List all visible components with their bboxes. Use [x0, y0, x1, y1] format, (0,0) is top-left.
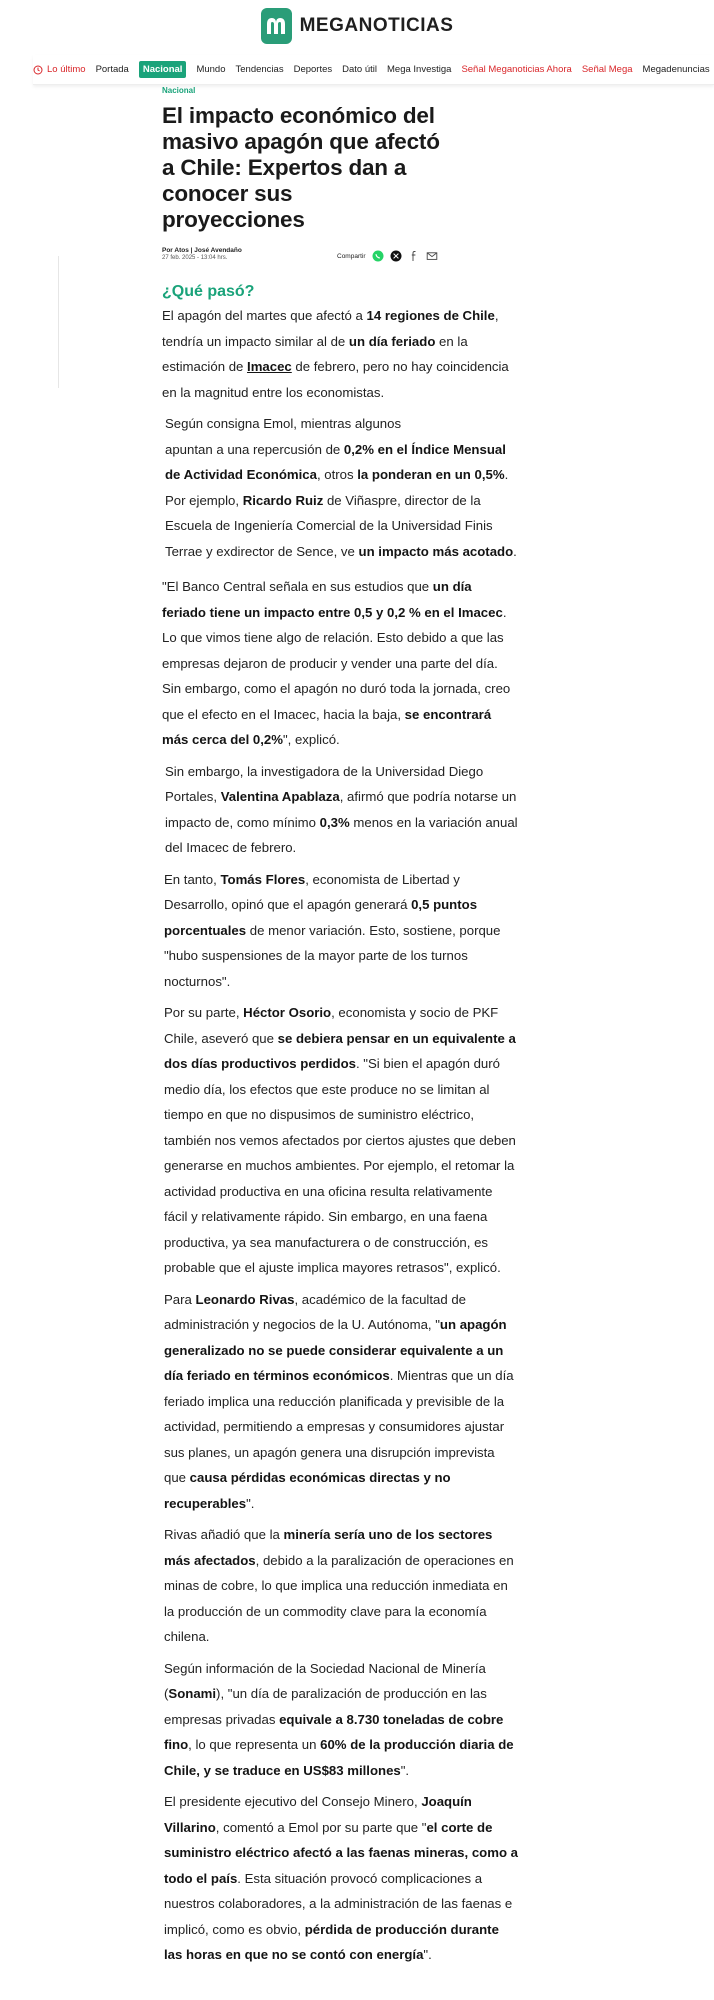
side-divider: [58, 256, 59, 388]
paragraph: Rivas añadió que la minería sería uno de los sectores más afectados, debido a la paralización de operaciones en minas de cobre, lo que implica una reducción inmediata en la producción de un commodity clave para la economía chilena.: [164, 1527, 514, 1644]
publish-date: 27 feb. 2025 - 13:04 hrs.: [162, 255, 228, 261]
nav-item-senal-meganoticias-ahora[interactable]: Señal Meganoticias Ahora: [461, 64, 572, 75]
imacec-link[interactable]: Imacec: [247, 359, 292, 374]
paragraph: El presidente ejecutivo del Consejo Minero, Joaquín Villarino, comentó a Emol por su parte que "el corte de suministro eléctrico afectó a las faenas mineras, como a todo el país. Esta situación provocó complicaciones a nuestros colaboradores, a la administración de las faenas e implicó, como es obvio, pérdida de producción durante las horas en que no se contó con energía".: [164, 1794, 519, 1962]
article-meta: [150, 247, 518, 271]
article: [150, 86, 518, 1968]
email-share-icon[interactable]: [426, 250, 438, 262]
whatsapp-share-icon[interactable]: [372, 250, 384, 262]
facebook-share-icon[interactable]: [408, 250, 420, 262]
main-nav: [33, 55, 714, 85]
nav-item-portada[interactable]: Portada: [95, 64, 129, 75]
share-label: Compartir: [337, 252, 366, 260]
x-share-icon[interactable]: [390, 250, 402, 262]
nav-item-nacional[interactable]: Nacional: [139, 61, 187, 78]
nav-item-mega-investiga[interactable]: Mega Investiga: [387, 64, 452, 75]
share-bar: [337, 250, 438, 262]
nav-item-deportes[interactable]: Deportes: [293, 64, 333, 75]
paragraph: En tanto, Tomás Flores, economista de Libertad y Desarrollo, opinó que el apagón generará 0,5 puntos porcentuales de menor variación. Esto, sostiene, porque "hubo suspensiones de la mayor parte de los turnos nocturnos".: [164, 871, 501, 989]
article-category[interactable]: Nacional: [162, 86, 196, 95]
nav-item-dato-util[interactable]: Dato útil: [342, 64, 377, 75]
paragraph: Por su parte, Héctor Osorio, economista y socio de PKF Chile, aseveró que se debiera pensar en un equivalente a dos días productivos perdidos. "Si bien el apagón duró medio día, los efectos que este produce no se limitan al tiempo en que no dispusimos de suministro eléctrico, también nos vemos afectados por ciertos ajustes que deben generarse en muchos ambientes. Por ejemplo, el retomar la actividad productiva en una oficina resulta relativamente fácil y relativamente rápido. Sin embargo, en una faena productiva, ya sea manufacturera o de construcción, es probable que el ajuste implica mayores retrasos", explicó.: [164, 1005, 516, 1275]
byline: Por Atos | José Avendaño: [162, 247, 242, 254]
nav-item-tendencias[interactable]: Tendencias: [235, 64, 284, 75]
nav-label: Lo último: [47, 64, 86, 75]
clock-icon: [33, 65, 43, 75]
paragraph: "El Banco Central señala en sus estudios que un día feriado tiene un impacto entre 0,5 y 0,2 % en el Imacec. Lo que vimos tiene algo de relación. Esto debido a que las empresas dejaron de producir y vender una parte del día. Sin embargo, como el apagón no duró toda la jornada, creo que el efecto en el Imacec, hacia la baja, se encontrará más cerca del 0,2%", explicó.: [162, 579, 511, 747]
nav-label: Megadenuncias: [642, 64, 710, 75]
nav-item-senal-mega[interactable]: Señal Mega: [581, 64, 633, 75]
logo-text: MEGANOTICIAS: [299, 15, 454, 36]
paragraph: Según consigna Emol, mientras algunos apuntan a una repercusión de 0,2% en el Índice Mensual de Actividad Económica, otros la ponderan en un 0,5%. Por ejemplo, Ricardo Ruiz de Viñaspre, director de la Escuela de Ingeniería Comercial de la Universidad Finis Terrae y exdirector de Sence, ve un impacto más acotado.: [165, 416, 517, 559]
paragraph: El apagón del martes que afectó a 14 regiones de Chile, tendría un impacto similar al de un día feriado en la estimación de Imacec de febrero, pero no hay coincidencia en la magnitud entre los economistas.: [162, 308, 509, 400]
logo[interactable]: [261, 8, 454, 44]
paragraph: Para Leonardo Rivas, académico de la facultad de administración y negocios de la U. Autónoma, "un apagón generalizado no se puede considerar equivalente a un día feriado en términos económicos. Mientras que un día feriado implica una reducción planificada y previsible de la actividad, permitiendo a empresas y consumidores ajustar sus planes, un apagón genera una disrupción imprevista que causa pérdidas económicas directas y no recuperables".: [164, 1291, 514, 1511]
section-title: ¿Qué pasó?: [162, 283, 255, 300]
nav-item-mundo[interactable]: Mundo: [196, 64, 226, 75]
paragraph: Sin embargo, la investigadora de la Universidad Diego Portales, Valentina Apablaza, afirmó que podría notarse un impacto de, como mínimo 0,3% menos en la variación anual del Imacec de febrero.: [165, 763, 518, 855]
header: [0, 0, 714, 52]
paragraph: Según información de la Sociedad Nacional de Minería (Sonami), "un día de paralización de producción en las empresas privadas equivale a 8.730 toneladas de cobre fino, lo que representa un 60% de la producción diaria de Chile, y se traduce en US$83 millones".: [164, 1660, 514, 1778]
article-headline: El impacto económico del masivo apagón que afectó a Chile: Expertos dan a conocer sus proyecciones: [162, 103, 440, 232]
nav-item-megadenuncias[interactable]: [643, 64, 714, 75]
meganoticias-logo-icon: [261, 8, 292, 44]
nav-item-lo-ultimo[interactable]: [33, 64, 86, 75]
